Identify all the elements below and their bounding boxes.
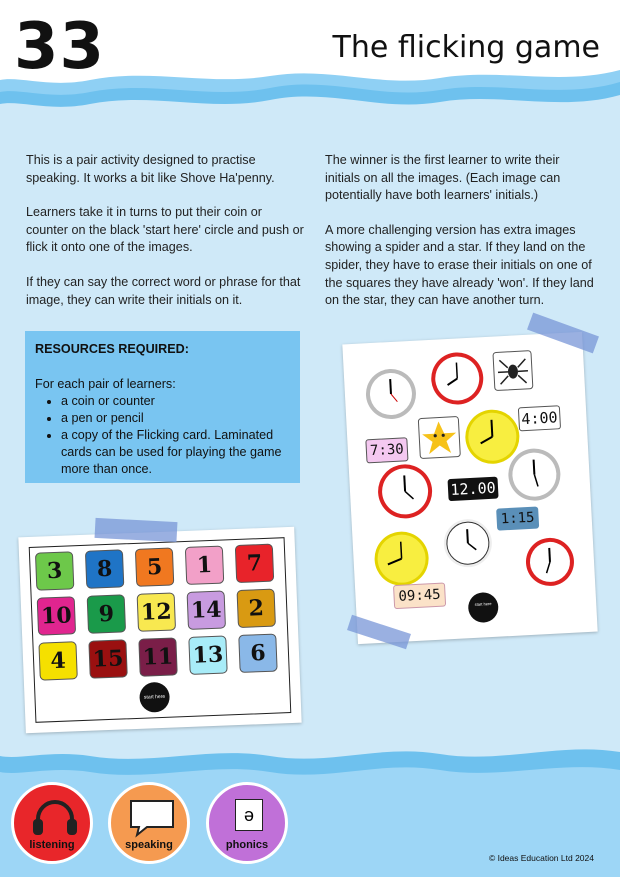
number-tile: 1: [185, 546, 224, 585]
number-tile: 5: [135, 547, 174, 586]
tape-strip: [95, 518, 178, 542]
time-flicking-card: [342, 332, 597, 644]
number-tile: 8: [85, 549, 124, 588]
number-tile: 6: [238, 634, 277, 673]
turn-paragraph: Learners take it in turns to put their coin or counter on the black 'start here' circle and push or flick it onto one of the images.: [26, 205, 304, 255]
headphones-icon: [30, 795, 80, 839]
activity-number: 33: [14, 10, 106, 84]
number-tile: 2: [237, 589, 276, 628]
phonics-badge: [206, 782, 288, 864]
clock-6: [373, 530, 430, 587]
initials-paragraph: If they can say the correct word or phrase for that image, they can write their initials on it.: [26, 274, 301, 307]
challenge-paragraph: A more challenging version has extra images showing a spider and a star. If they land on the spider, they have to erase their initials on one of the squares they have already 'won'. If they land on the star, they can have another turn.: [325, 222, 594, 308]
speech-bubble-icon: [127, 797, 177, 839]
left-column: [26, 152, 304, 326]
number-tile: 15: [88, 639, 127, 678]
number-tile: 4: [38, 641, 77, 680]
resources-list: [35, 393, 290, 478]
phonics-label: phonics: [225, 839, 269, 851]
number-tile: 10: [37, 596, 76, 635]
number-tile: 14: [187, 590, 226, 629]
page-title: The flicking game: [332, 30, 600, 65]
listening-badge: [11, 782, 93, 864]
start-here-label: start here: [143, 693, 166, 701]
resources-heading: RESOURCES REQUIRED:: [35, 342, 189, 356]
number-tile: 12: [137, 592, 176, 631]
clock-2: [430, 351, 485, 406]
start-here-label: start here: [474, 601, 492, 607]
digital-time-1: 4:00: [518, 405, 561, 431]
number-tile: 7: [235, 544, 274, 583]
winner-paragraph: The winner is the first learner to write their initials on all the images. (Each image can potentially have both learners' initials.): [325, 153, 561, 203]
listening-label: listening: [29, 839, 75, 851]
resources-intro: For each pair of learners:: [35, 377, 176, 391]
digital-time-5: 09:45: [393, 582, 446, 609]
digital-time-4: 1:15: [496, 506, 539, 530]
resource-item: • a pen or pencil: [61, 410, 290, 427]
resource-item: • a copy of the Flicking card. Laminated cards can be used for playing the game more than once.: [61, 427, 290, 478]
schwa-icon: ə: [235, 799, 263, 831]
digital-time-3: 12.00: [448, 477, 499, 502]
number-tile: 11: [138, 637, 177, 676]
number-tile: 13: [188, 635, 227, 674]
clock-8: [525, 537, 575, 587]
copyright: © Ideas Education Ltd 2024: [488, 853, 594, 863]
number-tile: 9: [87, 594, 126, 633]
star-icon: [418, 417, 460, 459]
clock-1: [365, 368, 418, 421]
clock-7: [443, 518, 493, 568]
clock-4: [377, 463, 434, 520]
intro-paragraph: This is a pair activity designed to practise speaking. It works a bit like Shove Ha'penny.: [26, 153, 275, 185]
right-column: [325, 152, 597, 327]
clock-3: [464, 408, 521, 465]
spider-icon: [493, 351, 533, 391]
speaking-badge: [108, 782, 190, 864]
resource-item: • a coin or counter: [61, 393, 290, 410]
clock-5: [507, 447, 562, 502]
number-flicking-card: [18, 527, 301, 733]
resources-box: [25, 331, 300, 483]
digital-time-2: 7:30: [365, 437, 408, 463]
start-here-circle: [468, 592, 500, 624]
speaking-label: speaking: [125, 839, 173, 851]
number-tile: 3: [35, 551, 74, 590]
